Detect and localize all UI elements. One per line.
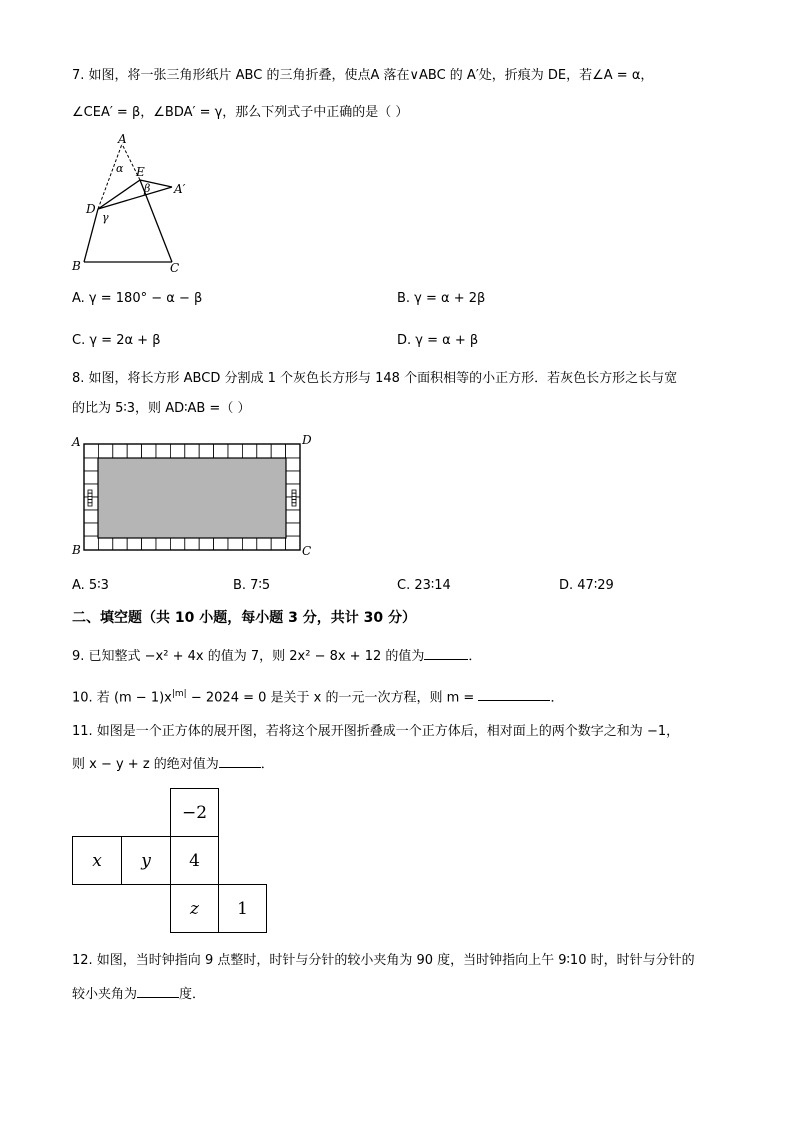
- q11-end: ．: [260, 757, 274, 772]
- q12-answer-blank[interactable]: [137, 983, 179, 998]
- grid-square: [199, 444, 213, 458]
- q9-answer-blank[interactable]: [424, 645, 468, 660]
- label-beta: β: [144, 182, 151, 195]
- q9-text: 9. 已知整式 −x² + 4x 的值为 7，则 2x² − 8x + 12 的值为: [72, 649, 425, 664]
- label-A: A: [72, 435, 81, 449]
- grid-square: [271, 444, 285, 458]
- label-gamma: γ: [102, 211, 109, 224]
- q11-answer-blank[interactable]: [219, 753, 261, 768]
- label-B: B: [72, 543, 81, 557]
- grid-square: [242, 444, 256, 458]
- label-C: C: [302, 544, 312, 558]
- q12-line1: 12. 如图，当时钟指向 9 点整时，时针与分针的较小夹角为 90 度，当时钟指向上午 9∶10 时，时针与分针的: [72, 953, 695, 968]
- grid-square: [84, 458, 98, 471]
- grid-square: [286, 444, 300, 458]
- grid-square: [185, 444, 199, 458]
- net-cell-y: y: [121, 836, 171, 885]
- label-D: D: [86, 202, 96, 216]
- section-heading: 二、填空题（共 10 小题，每小题 3 分，共计 30 分）: [72, 610, 416, 626]
- q10-end: ．: [550, 690, 564, 706]
- net-cell-z: z: [170, 884, 219, 933]
- q8-rectangle-figure: [70, 432, 320, 558]
- grid-square: [88, 500, 92, 503]
- grid-square: [170, 444, 184, 458]
- grid-square: [84, 523, 98, 536]
- q7-option-b[interactable]: B. γ = α + 2β: [397, 291, 486, 306]
- q8-option-c[interactable]: C. 23∶14: [397, 578, 451, 593]
- grid-square: [257, 444, 271, 458]
- q7-option-c[interactable]: C. γ = 2α + β: [72, 333, 161, 348]
- label-Aprime: A′: [174, 182, 186, 196]
- q8-option-d[interactable]: D. 47∶29: [559, 578, 614, 593]
- grid-square: [292, 503, 296, 506]
- grid-square: [84, 471, 98, 484]
- q10-answer-blank[interactable]: [478, 686, 550, 701]
- grid-square: [286, 536, 300, 550]
- net-cell-one: 1: [218, 884, 267, 933]
- q10-exponent: |m|: [171, 689, 187, 699]
- q7-line1: 7. 如图，将一张三角形纸片 ABC 的三角折叠，使点A 落在∨ABC 的 A′处，折痕为 DE，若∠A = α，: [72, 68, 654, 83]
- grid-square: [286, 523, 300, 536]
- q11-line2: [72, 753, 274, 775]
- grid-square: [292, 500, 296, 503]
- label-C: C: [170, 261, 180, 275]
- q9-line: [72, 645, 481, 667]
- grid-square: [292, 490, 296, 493]
- grid-square: [286, 471, 300, 484]
- q8-option-b[interactable]: B. 7∶5: [233, 578, 271, 593]
- q12-end: 度．: [179, 987, 206, 1002]
- net-cell-four: 4: [170, 836, 219, 885]
- q7-triangle-figure: [64, 132, 204, 280]
- grid-square: [228, 444, 242, 458]
- grid-square: [292, 493, 296, 496]
- q11-line1: 11. 如图是一个正方体的展开图，若将这个展开图折叠成一个正方体后，相对面上的两个数字之和为 −1，: [72, 724, 680, 739]
- grid-square: [214, 444, 228, 458]
- grid-square: [286, 458, 300, 471]
- q10-line: [72, 684, 563, 708]
- q8-option-a[interactable]: A. 5∶3: [72, 578, 109, 593]
- grid-square: [142, 444, 156, 458]
- q10-text: 10. 若 (m − 1)x: [72, 690, 172, 706]
- q12-text: 较小夹角为: [72, 987, 138, 1002]
- grid-square: [113, 444, 127, 458]
- label-A: A: [118, 132, 127, 146]
- q11-text: 则 x − y + z 的绝对值为: [72, 757, 219, 772]
- grid-square: [88, 490, 92, 493]
- grid-square: [286, 510, 300, 523]
- net-cell-top: −2: [170, 788, 219, 837]
- grid-square: [84, 444, 98, 458]
- grid-square: [84, 510, 98, 523]
- q9-end: ．: [468, 649, 482, 664]
- grid-square: [127, 444, 141, 458]
- grid-square: [88, 493, 92, 496]
- q10-text-middle: − 2024 = 0 是关于 x 的一元一次方程，则 m =: [186, 690, 479, 706]
- label-E: E: [136, 165, 145, 179]
- q7-line2: ∠CEA′ = β，∠BDA′ = γ，那么下列式子中正确的是（ ）: [72, 105, 409, 120]
- q7-option-a[interactable]: A. γ = 180° − α − β: [72, 291, 203, 306]
- net-cell-x: x: [72, 836, 122, 885]
- q8-line1: 8. 如图，将长方形 ABCD 分割成 1 个灰色长方形与 148 个面积相等的小正方形．若灰色长方形之长与宽: [72, 371, 678, 386]
- label-B: B: [72, 259, 81, 273]
- grid-square: [88, 503, 92, 506]
- label-D: D: [302, 433, 312, 447]
- grid-square: [84, 536, 98, 550]
- grid-square: [292, 496, 296, 499]
- label-alpha: α: [116, 162, 124, 175]
- q12-line2: [72, 983, 205, 1005]
- grid-square: [88, 496, 92, 499]
- grid-square: [156, 444, 170, 458]
- q7-option-d[interactable]: D. γ = α + β: [397, 333, 479, 348]
- q8-line2: 的比为 5∶3，则 AD∶AB =（ ）: [72, 401, 251, 416]
- grid-square: [98, 444, 112, 458]
